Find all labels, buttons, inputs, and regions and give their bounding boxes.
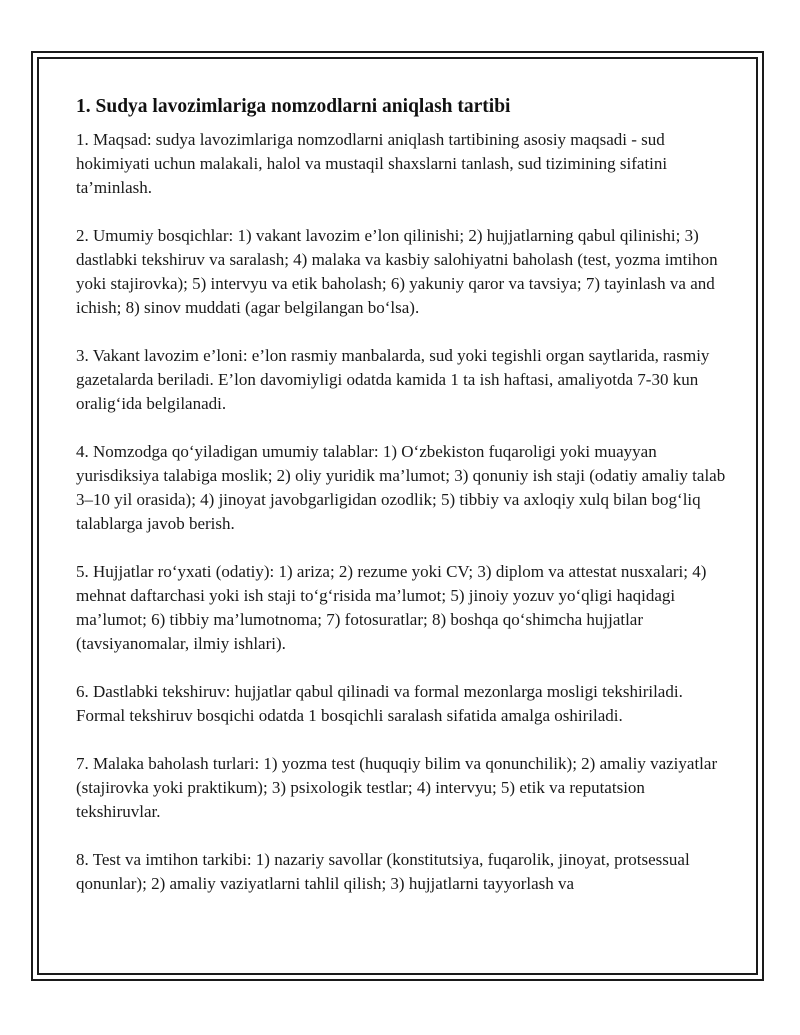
document-body [76, 94, 726, 920]
paragraph-goal: 1. Maqsad: sudya lavozimlariga nomzodlarni aniqlash tartibining asosiy maqsadi - sud hokimiyati uchun malakali, halol va mustaqil shaxslarni tanlash, sud tizimining sifatini ta’minlash. [76, 130, 668, 197]
paragraph-exam-content: 8. Test va imtihon tarkibi: 1) nazariy savollar (konstitutsiya, fuqarolik, jinoyat, protsessual qonunlar); 2) amaliy vaziyatlarni tahlil qilish; 3) hujjatlarni tayyorlash va [76, 850, 690, 893]
document-frame [37, 57, 758, 975]
paragraph-vacancy-announcement: 3. Vakant lavozim e’loni: e’lon rasmiy manbalarda, sud yoki tegishli organ saytlarida, rasmiy gazetalarda beriladi. E’lon davomiyligi odatda kamida 1 ta ish haftasi, amaliyotda 7-30 kun oralig‘ida belgilanadi. [76, 346, 710, 413]
paragraph-general-stages: 2. Umumiy bosqichlar: 1) vakant lavozim e’lon qilinishi; 2) hujjatlarning qabul qilinishi; 3) dastlabki tekshiruv va saralash; 4) malaka va kasbiy salohiyatni baholash (test, yozma imtihon yoki stajirovka); 5) intervyu va etik baholash; 6) yakuniy qaror va tavsiya; 7) tayinlash va and ichish; 8) sinov muddati (agar belgilangan bo‘lsa). [76, 226, 718, 317]
paragraph-documents-list: 5. Hujjatlar ro‘yxati (odatiy): 1) ariza; 2) rezume yoki CV; 3) diplom va attestat nusxalari; 4) mehnat daftarchasi yoki ish staji to‘g‘risida ma’lumot; 5) jinoiy yozuv yo‘qligi haqidagi ma’lumot; 6) tibbiy ma’lumotnoma; 7) fotosuratlar; 8) boshqa qo‘shimcha hujjatlar (tavsiyanomalar, ilmiy ishlari). [76, 562, 707, 653]
paragraph-candidate-requirements: 4. Nomzodga qo‘yiladigan umumiy talablar: 1) O‘zbekiston fuqaroligi yoki muayyan yurisdiksiya talabiga moslik; 2) oliy yuridik ma’lumot; 3) qonuniy ish staji (odatiy amaliy talab 3–10 yil orasida); 4) jinoyat javobgarligidan ozodlik; 5) tibbiy va axloqiy xulq bilan bog‘liq talablarga javob berish. [76, 442, 726, 533]
paragraph-preliminary-check: 6. Dastlabki tekshiruv: hujjatlar qabul qilinadi va formal mezonlarga mosligi tekshiriladi. Formal tekshiruv bosqichi odatda 1 bosqichli saralash sifatida amalga oshiriladi. [76, 682, 683, 725]
document-title: 1. Sudya lavozimlariga nomzodlarni aniqlash tartibi [76, 96, 511, 117]
paragraph-assessment-types: 7. Malaka baholash turlari: 1) yozma test (huquqiy bilim va qonunchilik); 2) amaliy vaziyatlar (stajirovka yoki praktikum); 3) psixologik testlar; 4) intervyu; 5) etik va reputatsion tekshiruvlar. [76, 754, 718, 821]
